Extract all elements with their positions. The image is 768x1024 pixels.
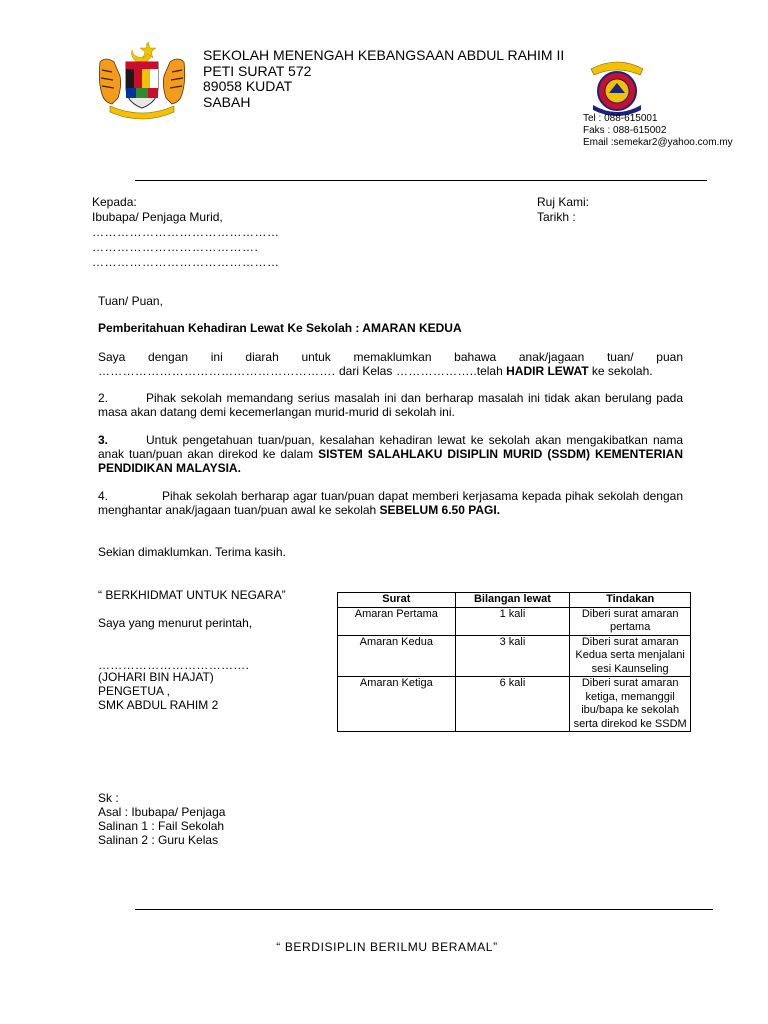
paragraph-3 (98, 433, 683, 475)
telah-text: .telah (473, 364, 507, 378)
ibubapa-label: Ibubapa/ Penjaga Murid, (92, 210, 223, 224)
paragraph-2-text: Pihak sekolah memandang serius masalah ini dan berharap masalah ini tidak akan berulang pada masa akan datang demi kecemerlangan murid-murid di sekolah ini. (98, 391, 683, 419)
national-crest-icon (92, 40, 192, 120)
paragraph-3-bold: SISTEM SALAHLAKU DISIPLIN MURID (SSDM) KEMENTERIAN PENDIDIKAN MALAYSIA. (98, 447, 683, 475)
table-header-surat: Surat (338, 593, 456, 608)
table-row (338, 635, 691, 677)
table-header-tindakan: Tindakan (570, 593, 691, 608)
table-cell-surat: Amaran Pertama (338, 607, 456, 635)
paragraph-1 (98, 350, 683, 378)
tarikh-label: Tarikh : (537, 210, 576, 224)
signatory-title: PENGETUA , (98, 684, 171, 698)
school-badge-icon (585, 55, 650, 120)
table-cell-tindakan: Diberi surat amaran Kedua serta menjalani sesi Kaunseling (570, 635, 691, 677)
email-text: Email :semekar2@yahoo.com.my (583, 137, 733, 148)
berkhidmat-motto: “ BERKHIDMAT UNTUK NEGARA” (98, 588, 286, 602)
closing-text: Sekian dimaklumkan. Terima kasih. (98, 545, 286, 559)
school-address-block (203, 48, 564, 110)
signatory-name: (JOHARI BIN HAJAT) (98, 670, 214, 684)
reference-block (537, 195, 589, 225)
paragraph-4-bold: SEBELUM 6.50 PAGI. (379, 503, 501, 517)
paragraph-4 (98, 489, 683, 517)
table-cell-tindakan: Diberi surat amaran pertama (570, 607, 691, 635)
table-cell-tindakan: Diberi surat amaran ketiga, memanggil ibu/bapa ke sekolah serta direkod ke SSDM (570, 677, 691, 732)
recipient-block (92, 195, 280, 270)
table-cell-surat: Amaran Ketiga (338, 677, 456, 732)
table-header-row (338, 593, 691, 608)
paragraph-3-text: Untuk pengetahuan tuan/puan, kesalahan kehadiran lewat ke sekolah akan mengakibatkan nama anak tuan/puan akan direkod ke dalam (98, 433, 683, 461)
ruj-label: Ruj Kami: (537, 195, 590, 209)
table-cell-bilangan: 3 kali (455, 635, 570, 677)
table-row (338, 607, 691, 635)
table-cell-bilangan: 6 kali (455, 677, 570, 732)
header-divider (135, 180, 707, 181)
class-dots: ………………. (392, 364, 474, 378)
table-cell-surat: Amaran Kedua (338, 635, 456, 677)
ke-sekolah-text: ke sekolah. (588, 364, 653, 378)
recipient-dots-3: ……………………………………… (92, 255, 280, 269)
paragraph-1-line-1: Saya dengan ini diarah untuk memaklumkan bahawa anak/jagaan tuan/ puan (98, 350, 683, 364)
footer-motto: “ BERDISIPLIN BERILMU BERAMAL” (276, 940, 498, 954)
contact-info (583, 113, 733, 149)
copy-salinan-1: Salinan 1 : Fail Sekolah (98, 819, 225, 833)
paragraph-3-number: 3. (98, 433, 109, 447)
paragraph-4-number: 4. (98, 489, 109, 503)
hadir-lewat-text: HADIR LEWAT (506, 364, 589, 378)
school-name: SEKOLAH MENENGAH KEBANGSAAN ABDUL RAHIM II (203, 47, 565, 63)
copies-block (98, 791, 225, 847)
table-row (338, 677, 691, 732)
signatory-block (98, 670, 218, 712)
signatory-school: SMK ABDUL RAHIM 2 (98, 698, 219, 712)
signature-dots: ………………………………. (98, 658, 250, 672)
address-line-3: SABAH (203, 93, 251, 110)
footer-divider (135, 909, 713, 910)
paragraph-4-text: Pihak sekolah berharap agar tuan/puan dapat memberi kerjasama kepada pihak sekolah dengan menghantar anak/jagaan tuan/puan awal ke sekolah (98, 489, 683, 517)
table-cell-bilangan: 1 kali (455, 607, 570, 635)
recipient-dots-1: ……………………………………… (92, 225, 280, 239)
saya-menurut-text: Saya yang menurut perintah, (98, 616, 253, 630)
copy-salinan-2: Salinan 2 : Guru Kelas (98, 833, 219, 847)
sk-label: Sk : (98, 791, 119, 805)
subject-line: Pemberitahuan Kehadiran Lewat Ke Sekolah : AMARAN KEDUA (98, 321, 462, 335)
copy-asal: Asal : Ibubapa/ Penjaga (98, 805, 226, 819)
paragraph-2-number: 2. (98, 391, 109, 405)
warning-table (337, 592, 691, 732)
dari-kelas-text: dari Kelas (338, 364, 393, 378)
salutation: Tuan/ Puan, (98, 294, 163, 308)
fax-text: Faks : 088-615002 (583, 125, 667, 136)
kepada-label: Kepada: (92, 195, 137, 209)
name-dots: …………………………………………………. (98, 364, 339, 378)
recipient-dots-2: …………………………………. (92, 240, 259, 254)
paragraph-1-line-2 (98, 364, 683, 378)
table-header-bilangan: Bilangan lewat (455, 593, 570, 608)
address-line-1: PETI SURAT 572 (203, 62, 312, 79)
tel-text: Tel : 088-615001 (583, 113, 658, 124)
paragraph-2 (98, 391, 683, 419)
address-line-2: 89058 KUDAT (203, 78, 293, 94)
